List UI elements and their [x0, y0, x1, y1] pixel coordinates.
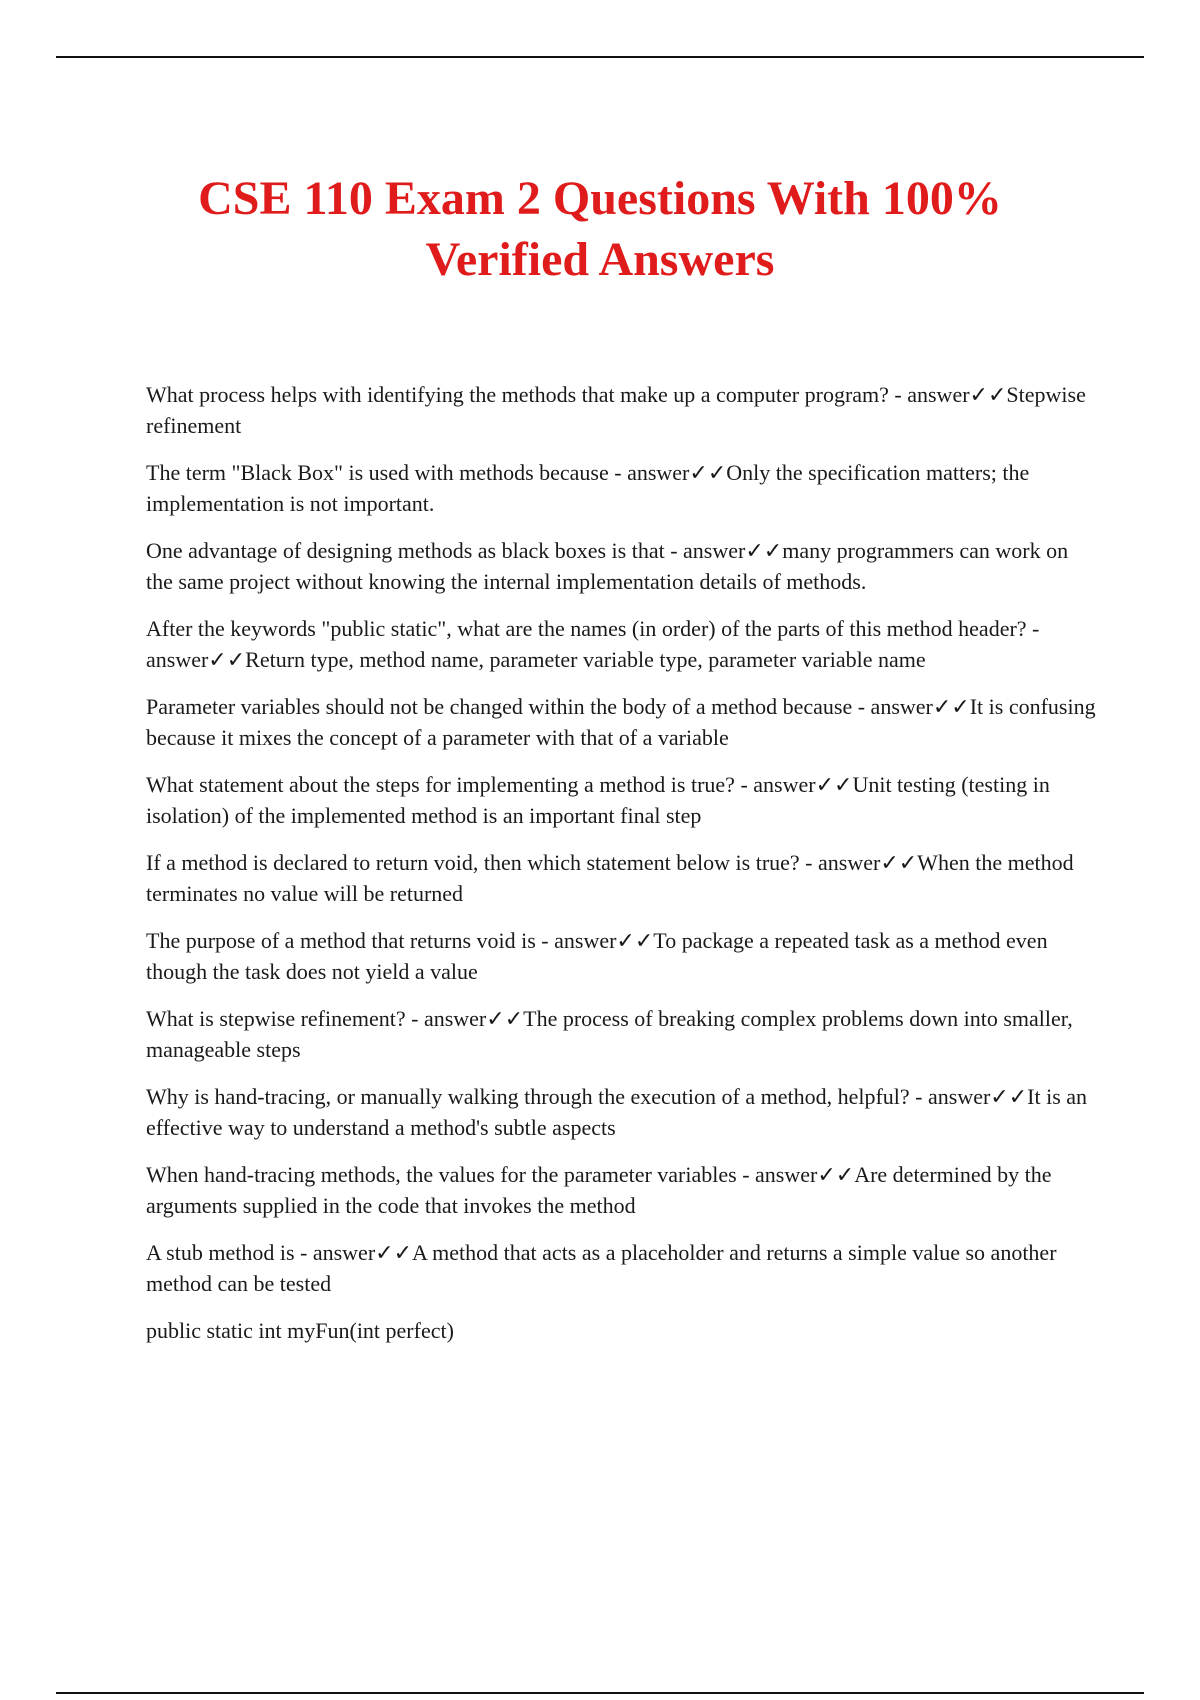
title-line-1: CSE 110 Exam 2 Questions With 100%: [198, 172, 1002, 225]
qa-entry: After the keywords "public static", what are the names (in order) of the parts of this method header? - answer✓✓Return type, method name, parameter variable type, parameter variable name: [146, 616, 1040, 672]
bottom-rule: [56, 1692, 1144, 1694]
qa-list: [146, 379, 1096, 1362]
qa-entry: A stub method is - answer✓✓A method that acts as a placeholder and returns a simple value so another method can be tested: [146, 1240, 1057, 1296]
qa-entry: When hand-tracing methods, the values for the parameter variables - answer✓✓Are determined by the arguments supplied in the code that invokes the method: [146, 1162, 1052, 1218]
qa-entry: public static int myFun(int perfect): [146, 1318, 454, 1343]
qa-entry: What process helps with identifying the methods that make up a computer program? - answer✓✓Stepwise refinement: [146, 382, 1086, 438]
qa-entry: What is stepwise refinement? - answer✓✓The process of breaking complex problems down into smaller, manageable steps: [146, 1006, 1073, 1062]
document-title: [100, 168, 1100, 290]
qa-entry: Why is hand-tracing, or manually walking through the execution of a method, helpful? - answer✓✓It is an effective way to understand a method's subtle aspects: [146, 1084, 1088, 1140]
top-rule: [56, 56, 1144, 58]
qa-entry: If a method is declared to return void, then which statement below is true? - answer✓✓When the method terminates no value will be returned: [146, 850, 1074, 906]
qa-entry: The term "Black Box" is used with methods because - answer✓✓Only the specification matters; the implementation is not important.: [146, 460, 1030, 516]
qa-entry: The purpose of a method that returns void is - answer✓✓To package a repeated task as a method even though the task does not yield a value: [146, 928, 1048, 984]
qa-entry: Parameter variables should not be changed within the body of a method because - answer✓✓It is confusing because it mixes the concept of a parameter with that of a variable: [146, 694, 1096, 750]
qa-entry: One advantage of designing methods as black boxes is that - answer✓✓many programmers can work on the same project without knowing the internal implementation details of methods.: [146, 538, 1069, 594]
qa-entry: What statement about the steps for implementing a method is true? - answer✓✓Unit testing (testing in isolation) of the implemented method is an important final step: [146, 772, 1050, 828]
title-line-2: Verified Answers: [425, 233, 775, 286]
